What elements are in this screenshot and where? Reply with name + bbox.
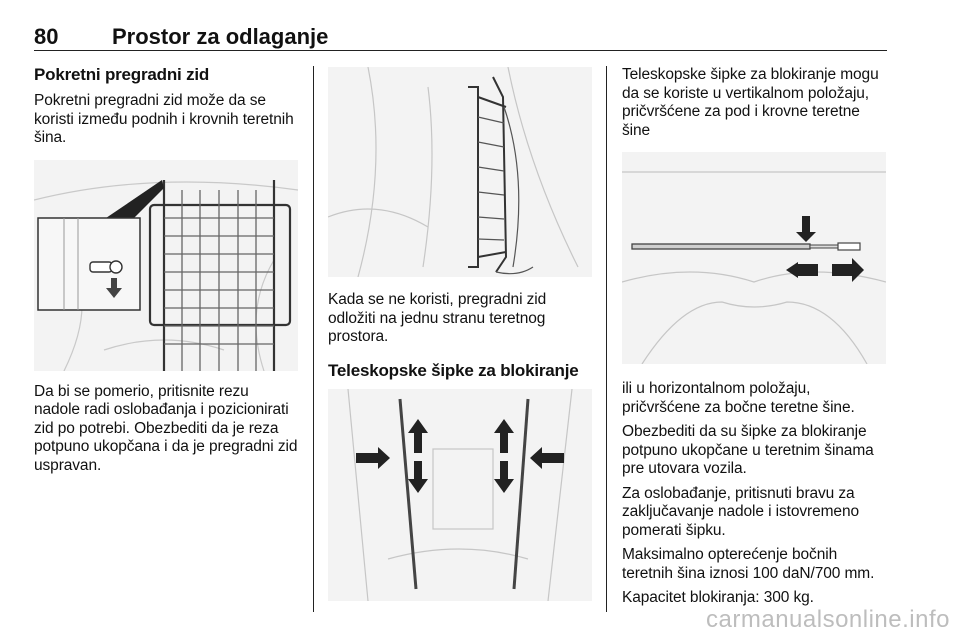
horizontal-bar-figure — [622, 152, 886, 364]
section-heading: Pokretni pregradni zid — [34, 65, 210, 84]
body-paragraph: Maksimalno opterećenje bočnih teretnih šina iznosi 100 daN/700 mm. — [622, 546, 875, 582]
section-heading: Teleskopske šipke za blokiranje — [328, 360, 579, 380]
intro-paragraph: Pokretni pregradni zid može da se koristi između podnih i krovnih teretnih šina. — [34, 92, 294, 146]
section-title: Prostor za odlaganje — [112, 24, 329, 49]
body-paragraph: ili u horizontalnom položaju, pričvršćene za bočne teretne šine. — [622, 380, 855, 416]
body-paragraph: Za oslobađanje, pritisnuti bravu za zaključavanje nadole i istovremeno pomerati šipku. — [622, 484, 859, 539]
stowed-partition-figure — [328, 67, 592, 277]
watermark: carmanualsonline.info — [706, 606, 950, 633]
page-number: 80 — [34, 24, 59, 49]
page-header — [34, 22, 887, 51]
body-paragraph: Kapacitet blokiranja: 300 kg. — [622, 589, 814, 606]
body-paragraph: Da bi se pomerio, pritisnite rezu nadole radi oslobađanja i pozicionirati zid po potrebi. Obezbediti da je reza potpuno ukopčana i da je pregradni zid uspravan. — [34, 382, 298, 474]
body-paragraph: Obezbediti da su šipke za blokiranje potpuno ukopčane u teretnim šinama pre utovara vozila. — [622, 423, 874, 477]
column-3 — [622, 60, 886, 608]
paragraph-list — [622, 380, 886, 608]
vertical-bars-figure — [328, 389, 592, 601]
body-paragraph: Kada se ne koristi, pregradni zid odložiti na jednu stranu teretnog prostora. — [328, 291, 547, 345]
column-divider — [313, 66, 314, 612]
intro-paragraph: Teleskopske šipke za blokiranje mogu da se koriste u vertikalnom položaju, pričvršćene za pod i krovne teretne šine — [622, 66, 879, 139]
column-2 — [328, 60, 592, 601]
column-divider — [606, 66, 607, 612]
partition-wall-figure — [34, 160, 298, 371]
column-1 — [34, 60, 298, 475]
